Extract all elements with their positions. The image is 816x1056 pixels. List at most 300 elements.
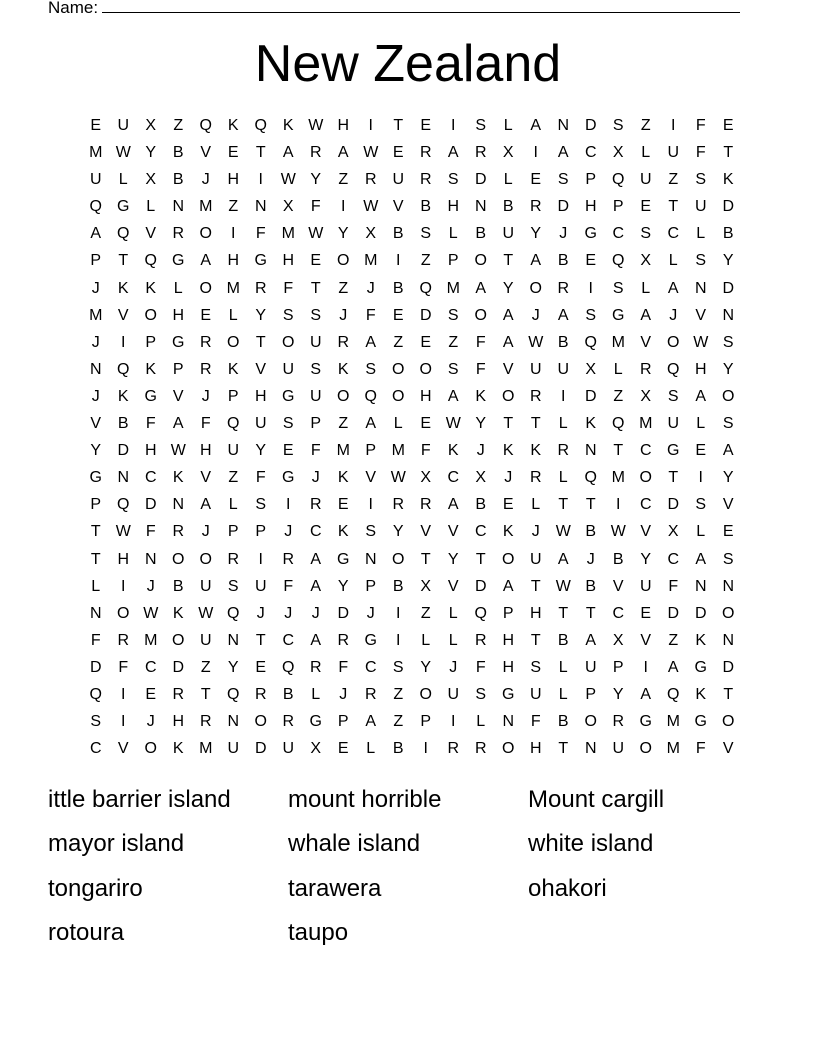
grid-letter: U [227,740,240,758]
grid-letter: Y [502,279,514,297]
grid-letter: R [254,279,267,297]
grid-letter: K [475,387,487,405]
grid-letter: U [529,685,542,703]
grid-letter: W [445,415,461,433]
word-list-item: tarawera [288,874,382,902]
grid-letter: G [282,469,295,487]
grid-letter: R [364,685,377,703]
grid-letter: J [366,604,375,622]
grid-letter: S [695,496,707,514]
grid-row [82,437,742,464]
grid-letter: M [199,740,213,758]
grid-letter: U [282,740,295,758]
grid-letter: Q [667,685,680,703]
grid-letter: C [474,523,487,541]
grid-letter: L [173,279,183,297]
grid-letter: B [585,523,597,541]
grid-letter: Z [228,469,239,487]
grid-letter: M [281,225,295,243]
grid-letter: N [227,713,240,731]
grid-letter: I [561,387,566,405]
grid-letter: D [722,279,735,297]
grid-row [82,627,742,654]
grid-letter: L [146,198,156,216]
word-list-item: whale island [288,830,421,858]
grid-letter: P [585,685,597,703]
grid-letter: A [722,442,734,460]
grid-letter: K [172,469,184,487]
grid-letter: Y [255,442,267,460]
grid-letter: P [447,252,459,270]
grid-letter: Y [90,442,102,460]
word-search-grid [82,112,742,762]
grid-letter: J [449,658,458,676]
grid-letter: N [722,577,735,595]
grid-letter: R [309,496,322,514]
grid-letter: N [474,198,487,216]
grid-letter: G [337,550,350,568]
grid-letter: D [144,496,157,514]
grid-letter: G [117,198,130,216]
grid-letter: T [503,252,514,270]
grid-letter: N [144,550,157,568]
grid-letter: Q [364,387,377,405]
grid-letter: A [557,550,569,568]
grid-letter: L [696,225,706,243]
grid-row [82,356,742,383]
grid-letter: L [476,713,486,731]
grid-letter: X [667,523,679,541]
grid-letter: Z [338,171,349,189]
grid-letter: L [393,415,403,433]
grid-letter: L [558,415,568,433]
grid-letter: K [172,740,184,758]
grid-letter: M [639,415,653,433]
grid-letter: F [695,740,706,758]
grid-letter: R [199,713,212,731]
grid-letter: V [255,360,267,378]
grid-letter: X [475,469,487,487]
grid-letter: F [695,144,706,162]
grid-letter: P [612,658,624,676]
grid-row [82,166,742,193]
grid-letter: H [227,252,240,270]
grid-letter: B [392,740,404,758]
grid-letter: Q [227,604,240,622]
grid-letter: W [198,604,214,622]
grid-letter: Q [227,685,240,703]
grid-letter: T [393,117,404,134]
grid-letter: Y [337,225,349,243]
grid-letter: I [643,658,648,676]
grid-letter: J [366,279,375,297]
grid-letter: S [447,171,459,189]
grid-letter: E [695,442,707,460]
grid-letter: W [280,171,296,189]
grid-letter: N [364,550,377,568]
grid-letter: G [144,387,157,405]
grid-letter: Y [475,415,487,433]
grid-letter: A [90,225,102,243]
grid-letter: Z [393,333,404,351]
grid-letter: B [557,713,569,731]
grid-letter: A [475,279,487,297]
grid-letter: W [555,523,571,541]
grid-letter: P [585,171,597,189]
grid-letter: G [667,442,680,460]
grid-letter: H [254,387,267,405]
grid-letter: R [172,523,185,541]
grid-letter: U [309,387,322,405]
grid-letter: K [502,523,514,541]
grid-letter: G [639,713,652,731]
grid-letter: V [612,577,624,595]
grid-letter: Q [612,415,625,433]
grid-letter: O [419,360,432,378]
grid-letter: F [420,442,431,460]
grid-letter: D [474,577,487,595]
grid-letter: U [254,577,267,595]
grid-letter: Z [420,252,431,270]
grid-letter: E [722,117,734,134]
grid-letter: O [502,550,515,568]
grid-letter: C [667,225,680,243]
grid-letter: Z [200,658,211,676]
grid-letter: T [200,685,211,703]
grid-letter: J [284,523,293,541]
grid-letter: E [255,658,267,676]
grid-letter: M [611,333,625,351]
grid-letter: R [419,171,432,189]
grid-letter: S [475,685,487,703]
grid-letter: J [531,523,540,541]
grid-letter: O [392,550,405,568]
grid-letter: V [640,631,652,649]
grid-letter: Z [640,117,651,134]
grid-letter: L [696,523,706,541]
grid-letter: C [309,523,322,541]
grid-letter: Z [393,713,404,731]
grid-letter: Q [117,360,130,378]
grid-letter: K [585,415,597,433]
grid-letter: I [451,117,456,134]
grid-letter: Q [117,225,130,243]
grid-letter: P [145,333,157,351]
grid-letter: T [558,496,569,514]
grid-letter: T [668,198,679,216]
grid-letter: K [695,631,707,649]
grid-letter: N [722,631,735,649]
grid-letter: H [447,198,460,216]
grid-letter: E [392,144,404,162]
grid-letter: U [639,171,652,189]
grid-letter: B [392,225,404,243]
grid-letter: T [530,577,541,595]
grid-letter: O [639,740,652,758]
grid-letter: D [172,658,185,676]
grid-letter: E [337,740,349,758]
grid-letter: G [309,713,322,731]
grid-letter: R [282,550,295,568]
grid-letter: W [528,333,544,351]
grid-letter: O [722,713,735,731]
word-list-item: mayor island [48,830,185,858]
grid-letter: X [612,144,624,162]
grid-letter: T [118,252,129,270]
grid-letter: G [172,252,185,270]
grid-letter: S [282,415,294,433]
grid-letter: T [613,442,624,460]
grid-letter: Q [612,171,625,189]
grid-letter: H [172,713,185,731]
grid-letter: U [529,550,542,568]
grid-letter: L [91,577,101,595]
grid-letter: I [121,713,126,731]
grid-letter: X [640,387,652,405]
grid-letter: E [282,442,294,460]
grid-letter: A [667,279,679,297]
grid-letter: C [667,550,680,568]
grid-letter: T [668,469,679,487]
grid-letter: F [118,658,129,676]
grid-letter: S [585,306,597,324]
grid-row [82,220,742,247]
grid-letter: X [145,171,157,189]
grid-letter: U [199,631,212,649]
grid-letter: G [364,631,377,649]
grid-letter: J [339,685,348,703]
grid-letter: U [227,442,240,460]
grid-letter: H [584,198,597,216]
grid-letter: V [200,469,212,487]
grid-letter: R [172,685,185,703]
grid-letter: A [310,577,322,595]
grid-letter: O [337,252,350,270]
grid-letter: A [310,631,322,649]
grid-letter: Y [612,685,624,703]
grid-letter: L [613,360,623,378]
grid-letter: V [447,577,459,595]
grid-letter: L [531,496,541,514]
grid-letter: A [530,117,542,134]
grid-letter: Q [227,415,240,433]
grid-letter: V [640,333,652,351]
grid-letter: P [227,387,239,405]
grid-letter: O [392,360,405,378]
grid-row [82,302,742,329]
grid-letter: S [420,225,432,243]
grid-letter: T [90,523,101,541]
grid-letter: A [200,496,212,514]
grid-letter: T [585,496,596,514]
grid-letter: U [447,685,460,703]
grid-letter: F [90,631,101,649]
grid-letter: E [585,252,597,270]
grid-letter: Q [254,117,267,134]
grid-letter: L [558,469,568,487]
grid-letter: O [199,550,212,568]
grid-letter: L [668,252,678,270]
grid-letter: R [199,360,212,378]
grid-letter: J [476,442,485,460]
grid-letter: J [146,577,155,595]
grid-letter: W [555,577,571,595]
grid-letter: R [172,225,185,243]
grid-letter: C [584,144,597,162]
grid-letter: E [90,117,102,134]
grid-letter: I [231,225,236,243]
grid-letter: I [368,117,373,134]
grid-letter: A [557,306,569,324]
grid-letter: U [309,333,322,351]
grid-letter: B [557,252,569,270]
grid-letter: A [365,415,377,433]
grid-letter: D [584,387,597,405]
grid-letter: D [722,658,735,676]
grid-letter: K [337,360,349,378]
grid-letter: O [639,469,652,487]
grid-letter: T [310,279,321,297]
grid-letter: O [172,550,185,568]
grid-letter: H [282,252,295,270]
grid-letter: N [557,117,570,134]
grid-letter: O [474,306,487,324]
grid-letter: D [474,171,487,189]
grid-letter: X [365,225,377,243]
grid-row [82,681,742,708]
grid-letter: M [226,279,240,297]
grid-letter: O [722,604,735,622]
grid-letter: F [695,117,706,134]
grid-letter: D [667,604,680,622]
grid-letter: P [612,198,624,216]
grid-row [82,654,742,681]
grid-letter: O [502,387,515,405]
grid-letter: Z [338,415,349,433]
grid-letter: E [337,496,349,514]
grid-letter: I [341,198,346,216]
grid-letter: E [640,604,652,622]
grid-letter: T [255,144,266,162]
grid-letter: W [115,144,131,162]
grid-letter: L [118,171,128,189]
grid-letter: M [89,144,103,162]
grid-letter: Z [448,333,459,351]
grid-letter: I [396,631,401,649]
grid-letter: U [502,225,515,243]
grid-letter: K [172,604,184,622]
grid-letter: C [282,631,295,649]
grid-row [82,491,742,518]
grid-row [82,139,742,166]
grid-letter: N [172,198,185,216]
grid-letter: K [117,387,129,405]
grid-letter: I [588,279,593,297]
grid-letter: T [475,550,486,568]
grid-letter: S [447,360,459,378]
grid-letter: T [530,631,541,649]
grid-letter: Q [584,469,597,487]
grid-letter: B [172,144,184,162]
grid-letter: R [392,496,405,514]
grid-letter: E [640,198,652,216]
grid-letter: L [421,631,431,649]
grid-letter: X [585,360,597,378]
grid-letter: O [282,333,295,351]
grid-letter: R [529,198,542,216]
grid-letter: A [310,550,322,568]
grid-letter: N [89,604,102,622]
grid-letter: Z [668,171,679,189]
grid-row [82,383,742,410]
grid-letter: R [474,631,487,649]
grid-letter: H [694,360,707,378]
grid-letter: K [145,360,157,378]
grid-letter: U [199,577,212,595]
grid-letter: W [693,333,709,351]
grid-letter: Y [145,144,157,162]
grid-letter: L [448,225,458,243]
grid-letter: I [258,550,263,568]
grid-letter: C [144,469,157,487]
word-list-item: mount horrible [288,786,442,813]
word-list-item: rotoura [48,919,125,947]
grid-letter: O [419,685,432,703]
grid-letter: O [254,713,267,731]
grid-letter: V [90,415,102,433]
grid-row [82,600,742,627]
grid-letter: J [201,523,210,541]
grid-letter: U [117,117,130,134]
grid-letter: U [694,198,707,216]
grid-letter: L [311,685,321,703]
grid-letter: R [199,333,212,351]
grid-letter: X [640,252,652,270]
grid-letter: S [90,713,102,731]
grid-letter: E [310,252,322,270]
grid-letter: F [530,713,541,731]
grid-letter: Y [337,577,349,595]
grid-letter: Y [392,523,404,541]
grid-letter: K [337,523,349,541]
grid-letter: Y [420,658,432,676]
grid-letter: J [201,171,210,189]
grid-letter: J [311,469,320,487]
name-label: Name: [48,0,99,17]
grid-row [82,410,742,437]
grid-letter: T [420,550,431,568]
grid-letter: A [447,496,459,514]
grid-letter: R [529,387,542,405]
grid-letter: M [611,469,625,487]
grid-letter: S [557,171,569,189]
grid-letter: C [144,658,157,676]
grid-letter: F [475,360,486,378]
grid-letter: W [170,442,186,460]
grid-letter: D [667,496,680,514]
grid-letter: K [227,117,239,134]
grid-letter: B [392,279,404,297]
grid-row [82,573,742,600]
grid-letter: N [502,713,515,731]
grid-letter: I [423,740,428,758]
grid-letter: Q [667,360,680,378]
grid-letter: H [502,658,515,676]
grid-letter: K [145,279,157,297]
grid-letter: H [419,387,432,405]
grid-letter: Y [310,171,322,189]
grid-letter: X [502,144,514,162]
